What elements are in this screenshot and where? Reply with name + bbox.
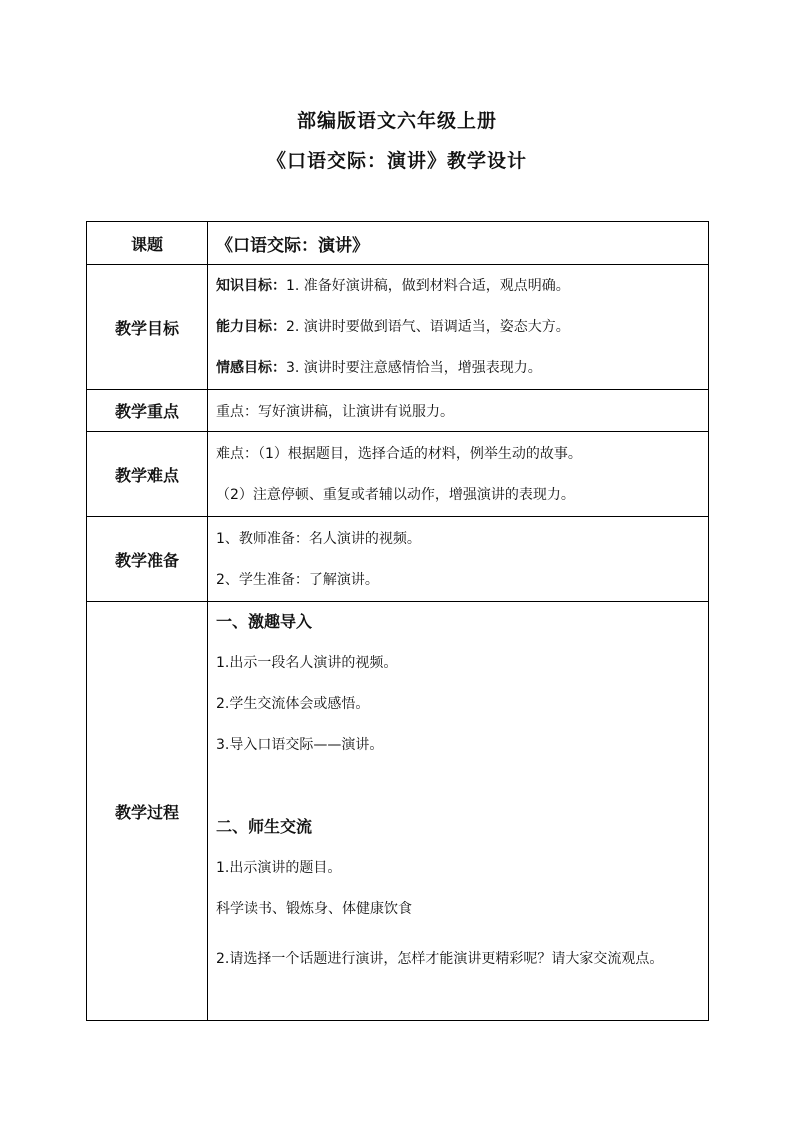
objective-ability-key: 能力目标： bbox=[216, 319, 286, 335]
objective-ability bbox=[216, 317, 700, 337]
process-label: 教学过程 bbox=[87, 602, 208, 1021]
table-row-difficulty bbox=[87, 432, 709, 517]
document-title: 部编版语文六年级上册 bbox=[296, 110, 497, 132]
document-subtitle: 《口语交际：演讲》教学设计 bbox=[266, 150, 527, 172]
process-line: 3.导入口语交际——演讲。 bbox=[216, 737, 384, 753]
table-row-preparation bbox=[87, 517, 709, 602]
preparation-label: 教学准备 bbox=[87, 517, 208, 602]
topic-value: 《口语交际：演讲》 bbox=[216, 235, 369, 256]
process-line: 2.学生交流体会或感悟。 bbox=[216, 696, 370, 712]
table-row-objectives bbox=[87, 265, 709, 390]
difficulty-line: 难点：（1）根据题目，选择合适的材料，例举生动的故事。 bbox=[216, 445, 582, 462]
topic-cell bbox=[208, 222, 709, 265]
difficulty-label: 教学难点 bbox=[87, 432, 208, 517]
process-line: 2.请选择一个话题进行演讲，怎样才能演讲更精彩呢？请大家交流观点。 bbox=[216, 951, 664, 967]
process-line: 1.出示一段名人演讲的视频。 bbox=[216, 655, 398, 671]
objective-ability-text: 2. 演讲时要做到语气、语调适当，姿态大方。 bbox=[286, 319, 570, 335]
key-point-text: 重点：写好演讲稿，让演讲有说服力。 bbox=[208, 390, 709, 432]
objective-knowledge bbox=[216, 276, 700, 296]
difficulty-line: （2）注意停顿、重复或者辅以动作，增强演讲的表现力。 bbox=[216, 486, 575, 503]
topic-label: 课题 bbox=[87, 222, 208, 265]
objective-emotion-text: 3. 演讲时要注意感情恰当，增强表现力。 bbox=[286, 360, 542, 376]
objective-knowledge-text: 1. 准备好演讲稿，做到材料合适，观点明确。 bbox=[286, 278, 570, 294]
process-line: 1.出示演讲的题目。 bbox=[216, 860, 342, 876]
section-title: 一、激趣导入 bbox=[216, 612, 313, 631]
objective-emotion bbox=[216, 358, 700, 378]
preparation-line: 1、教师准备：名人演讲的视频。 bbox=[216, 530, 421, 547]
process-line: 科学读书、锻炼身、体健康饮食 bbox=[216, 901, 412, 917]
table-row-topic bbox=[87, 222, 709, 265]
objective-emotion-key: 情感目标： bbox=[216, 360, 286, 376]
objectives-cell bbox=[208, 265, 709, 390]
table-row-key-point bbox=[87, 390, 709, 432]
preparation-cell bbox=[208, 517, 709, 602]
lesson-plan-table bbox=[86, 221, 709, 1021]
difficulty-cell bbox=[208, 432, 709, 517]
section-title: 二、师生交流 bbox=[216, 817, 313, 836]
table-row-process bbox=[87, 602, 709, 1021]
preparation-line: 2、学生准备：了解演讲。 bbox=[216, 571, 379, 588]
objective-knowledge-key: 知识目标： bbox=[216, 278, 286, 294]
key-point-label: 教学重点 bbox=[87, 390, 208, 432]
objectives-label: 教学目标 bbox=[87, 265, 208, 390]
process-cell bbox=[208, 602, 709, 1021]
